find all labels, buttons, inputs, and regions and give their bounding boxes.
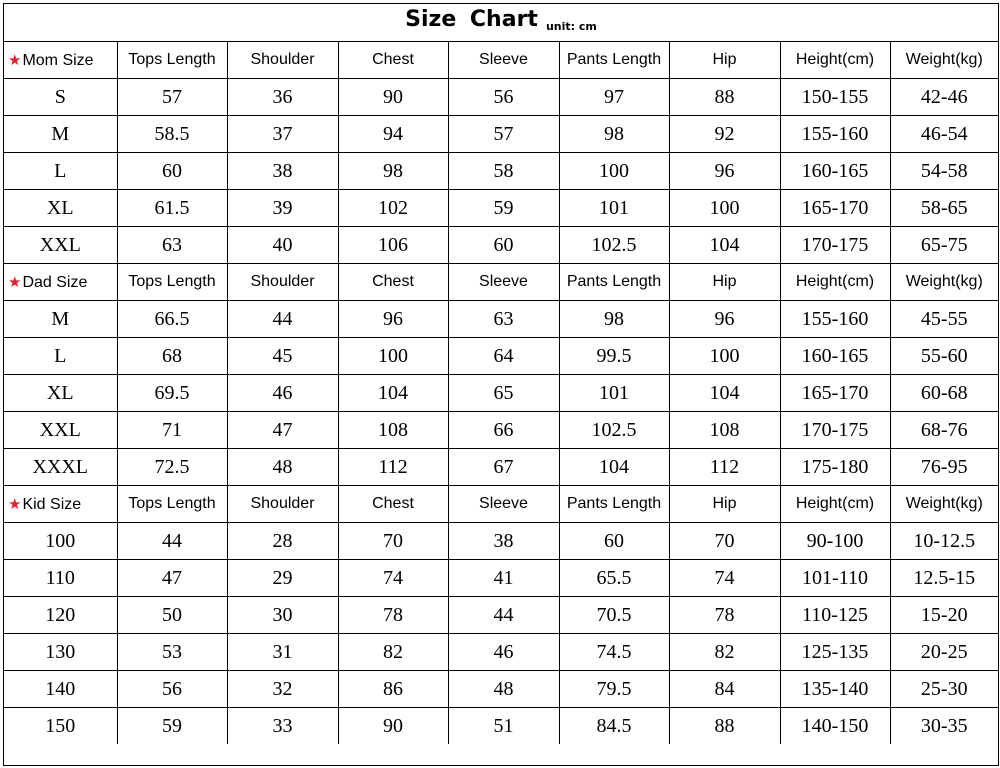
table-cell: 79.5 (559, 671, 669, 708)
table-cell: 150-155 (780, 79, 890, 116)
table-row (4, 597, 998, 634)
table-cell: 99.5 (559, 338, 669, 375)
table-cell: 67 (448, 449, 559, 486)
table-cell: 104 (559, 449, 669, 486)
table-cell: 55-60 (890, 338, 998, 375)
table-cell: 125-135 (780, 634, 890, 671)
table-cell: 57 (117, 79, 227, 116)
star-icon: ★ (8, 495, 22, 513)
table-cell: 104 (669, 375, 780, 412)
table-cell: 98 (559, 116, 669, 153)
table-cell: 46 (227, 375, 338, 412)
table-cell: 78 (338, 597, 448, 634)
table-cell: 66 (448, 412, 559, 449)
table-cell: 32 (227, 671, 338, 708)
table-cell: 65.5 (559, 560, 669, 597)
column-header-hip: Hip (669, 42, 780, 79)
size-cell: M (4, 116, 117, 153)
table-cell: 88 (669, 708, 780, 745)
table-cell: 68 (117, 338, 227, 375)
table-row (4, 634, 998, 671)
size-chart (3, 3, 999, 766)
column-header-weight-kg: Weight(kg) (890, 42, 998, 79)
table-cell: 140-150 (780, 708, 890, 745)
table-cell: 29 (227, 560, 338, 597)
column-header-tops-length: Tops Length (117, 42, 227, 79)
table-cell: 58 (448, 153, 559, 190)
table-cell: 96 (669, 153, 780, 190)
table-cell: 102.5 (559, 412, 669, 449)
table-cell: 63 (117, 227, 227, 264)
size-cell: 140 (4, 671, 117, 708)
star-icon: ★ (8, 273, 22, 291)
table-row (4, 708, 998, 745)
size-table (4, 42, 998, 744)
table-cell: 112 (338, 449, 448, 486)
table-cell: 60 (117, 153, 227, 190)
column-header-chest: Chest (338, 264, 448, 301)
table-cell: 64 (448, 338, 559, 375)
table-cell: 47 (117, 560, 227, 597)
table-cell: 44 (448, 597, 559, 634)
column-header-sleeve: Sleeve (448, 264, 559, 301)
table-cell: 28 (227, 523, 338, 560)
table-cell: 30-35 (890, 708, 998, 745)
table-row (4, 375, 998, 412)
column-header-pants-length: Pants Length (559, 486, 669, 523)
size-cell: 130 (4, 634, 117, 671)
table-cell: 33 (227, 708, 338, 745)
table-cell: 70 (669, 523, 780, 560)
section-label-text: Dad Size (22, 273, 88, 291)
size-cell: XL (4, 190, 117, 227)
table-cell: 47 (227, 412, 338, 449)
table-cell: 74 (338, 560, 448, 597)
column-header-chest: Chest (338, 486, 448, 523)
table-cell: 59 (448, 190, 559, 227)
table-cell: 53 (117, 634, 227, 671)
size-cell: 100 (4, 523, 117, 560)
size-cell: L (4, 338, 117, 375)
table-cell: 38 (448, 523, 559, 560)
table-cell: 100 (669, 190, 780, 227)
mom-size-header-row (4, 42, 998, 79)
table-cell: 92 (669, 116, 780, 153)
table-cell: 101-110 (780, 560, 890, 597)
table-cell: 38 (227, 153, 338, 190)
column-header-shoulder: Shoulder (227, 42, 338, 79)
title-block (4, 7, 998, 33)
table-cell: 102 (338, 190, 448, 227)
table-cell: 46-54 (890, 116, 998, 153)
table-cell: 68-76 (890, 412, 998, 449)
table-cell: 86 (338, 671, 448, 708)
table-row (4, 560, 998, 597)
star-icon: ★ (8, 51, 22, 69)
unit-label: unit: cm (545, 20, 597, 33)
table-row (4, 301, 998, 338)
table-cell: 15-20 (890, 597, 998, 634)
table-cell: 31 (227, 634, 338, 671)
table-cell: 48 (227, 449, 338, 486)
size-cell: XL (4, 375, 117, 412)
table-cell: 36 (227, 79, 338, 116)
table-cell: 65-75 (890, 227, 998, 264)
table-cell: 155-160 (780, 116, 890, 153)
size-cell: L (4, 153, 117, 190)
table-cell: 58.5 (117, 116, 227, 153)
table-cell: 20-25 (890, 634, 998, 671)
table-row (4, 190, 998, 227)
chart-title: Size Chart (405, 7, 538, 32)
table-cell: 57 (448, 116, 559, 153)
table-cell: 60 (559, 523, 669, 560)
table-cell: 39 (227, 190, 338, 227)
size-cell: 150 (4, 708, 117, 745)
table-cell: 82 (669, 634, 780, 671)
table-cell: 106 (338, 227, 448, 264)
column-header-chest: Chest (338, 42, 448, 79)
table-cell: 70.5 (559, 597, 669, 634)
column-header-height-cm: Height(cm) (780, 42, 890, 79)
table-cell: 165-170 (780, 190, 890, 227)
table-cell: 45-55 (890, 301, 998, 338)
table-cell: 110-125 (780, 597, 890, 634)
column-header-height-cm: Height(cm) (780, 264, 890, 301)
column-header-shoulder: Shoulder (227, 486, 338, 523)
table-cell: 170-175 (780, 412, 890, 449)
table-row (4, 338, 998, 375)
size-cell: 110 (4, 560, 117, 597)
table-cell: 100 (669, 338, 780, 375)
table-cell: 72.5 (117, 449, 227, 486)
table-cell: 112 (669, 449, 780, 486)
table-cell: 42-46 (890, 79, 998, 116)
section-label-text: Mom Size (22, 51, 94, 69)
column-header-hip: Hip (669, 486, 780, 523)
table-cell: 160-165 (780, 338, 890, 375)
kid-size-header-row (4, 486, 998, 523)
size-cell: S (4, 79, 117, 116)
table-cell: 56 (448, 79, 559, 116)
table-cell: 12.5-15 (890, 560, 998, 597)
table-row (4, 671, 998, 708)
table-cell: 155-160 (780, 301, 890, 338)
table-cell: 104 (669, 227, 780, 264)
table-row (4, 412, 998, 449)
table-cell: 101 (559, 190, 669, 227)
table-cell: 60-68 (890, 375, 998, 412)
table-cell: 96 (338, 301, 448, 338)
table-cell: 74 (669, 560, 780, 597)
column-header-tops-length: Tops Length (117, 264, 227, 301)
table-cell: 69.5 (117, 375, 227, 412)
table-cell: 37 (227, 116, 338, 153)
table-cell: 54-58 (890, 153, 998, 190)
table-cell: 100 (559, 153, 669, 190)
table-cell: 100 (338, 338, 448, 375)
table-cell: 45 (227, 338, 338, 375)
column-header-sleeve: Sleeve (448, 486, 559, 523)
table-cell: 98 (338, 153, 448, 190)
table-cell: 135-140 (780, 671, 890, 708)
table-cell: 90-100 (780, 523, 890, 560)
column-header-weight-kg: Weight(kg) (890, 264, 998, 301)
title-row (4, 4, 998, 42)
size-table-body (4, 42, 998, 744)
column-header-pants-length: Pants Length (559, 264, 669, 301)
table-cell: 46 (448, 634, 559, 671)
table-cell: 65 (448, 375, 559, 412)
table-row (4, 116, 998, 153)
size-cell: XXL (4, 412, 117, 449)
dad-size-header-row (4, 264, 998, 301)
table-cell: 165-170 (780, 375, 890, 412)
table-cell: 84 (669, 671, 780, 708)
table-cell: 104 (338, 375, 448, 412)
table-cell: 56 (117, 671, 227, 708)
table-cell: 41 (448, 560, 559, 597)
table-row (4, 227, 998, 264)
size-cell: 120 (4, 597, 117, 634)
table-cell: 96 (669, 301, 780, 338)
column-header-tops-length: Tops Length (117, 486, 227, 523)
column-header-shoulder: Shoulder (227, 264, 338, 301)
table-cell: 10-12.5 (890, 523, 998, 560)
table-cell: 78 (669, 597, 780, 634)
table-row (4, 153, 998, 190)
table-cell: 30 (227, 597, 338, 634)
table-row (4, 523, 998, 560)
table-cell: 50 (117, 597, 227, 634)
table-cell: 84.5 (559, 708, 669, 745)
table-cell: 108 (338, 412, 448, 449)
table-cell: 74.5 (559, 634, 669, 671)
column-header-pants-length: Pants Length (559, 42, 669, 79)
table-cell: 58-65 (890, 190, 998, 227)
column-header-sleeve: Sleeve (448, 42, 559, 79)
table-cell: 51 (448, 708, 559, 745)
column-header-height-cm: Height(cm) (780, 486, 890, 523)
table-cell: 108 (669, 412, 780, 449)
table-cell: 40 (227, 227, 338, 264)
table-cell: 48 (448, 671, 559, 708)
table-cell: 98 (559, 301, 669, 338)
mom-size-section-label (4, 42, 117, 79)
column-header-hip: Hip (669, 264, 780, 301)
table-cell: 90 (338, 79, 448, 116)
table-cell: 66.5 (117, 301, 227, 338)
table-cell: 82 (338, 634, 448, 671)
column-header-weight-kg: Weight(kg) (890, 486, 998, 523)
table-cell: 88 (669, 79, 780, 116)
table-cell: 44 (117, 523, 227, 560)
table-cell: 102.5 (559, 227, 669, 264)
table-cell: 71 (117, 412, 227, 449)
size-cell: XXL (4, 227, 117, 264)
size-cell: XXXL (4, 449, 117, 486)
table-cell: 101 (559, 375, 669, 412)
table-cell: 25-30 (890, 671, 998, 708)
table-cell: 60 (448, 227, 559, 264)
table-row (4, 449, 998, 486)
table-cell: 61.5 (117, 190, 227, 227)
table-cell: 59 (117, 708, 227, 745)
size-cell: M (4, 301, 117, 338)
table-cell: 76-95 (890, 449, 998, 486)
table-row (4, 79, 998, 116)
kid-size-section-label (4, 486, 117, 523)
table-cell: 170-175 (780, 227, 890, 264)
table-cell: 160-165 (780, 153, 890, 190)
table-cell: 63 (448, 301, 559, 338)
table-cell: 70 (338, 523, 448, 560)
table-cell: 175-180 (780, 449, 890, 486)
dad-size-section-label (4, 264, 117, 301)
section-label-text: Kid Size (22, 495, 82, 513)
table-cell: 97 (559, 79, 669, 116)
table-cell: 44 (227, 301, 338, 338)
table-cell: 90 (338, 708, 448, 745)
table-cell: 94 (338, 116, 448, 153)
